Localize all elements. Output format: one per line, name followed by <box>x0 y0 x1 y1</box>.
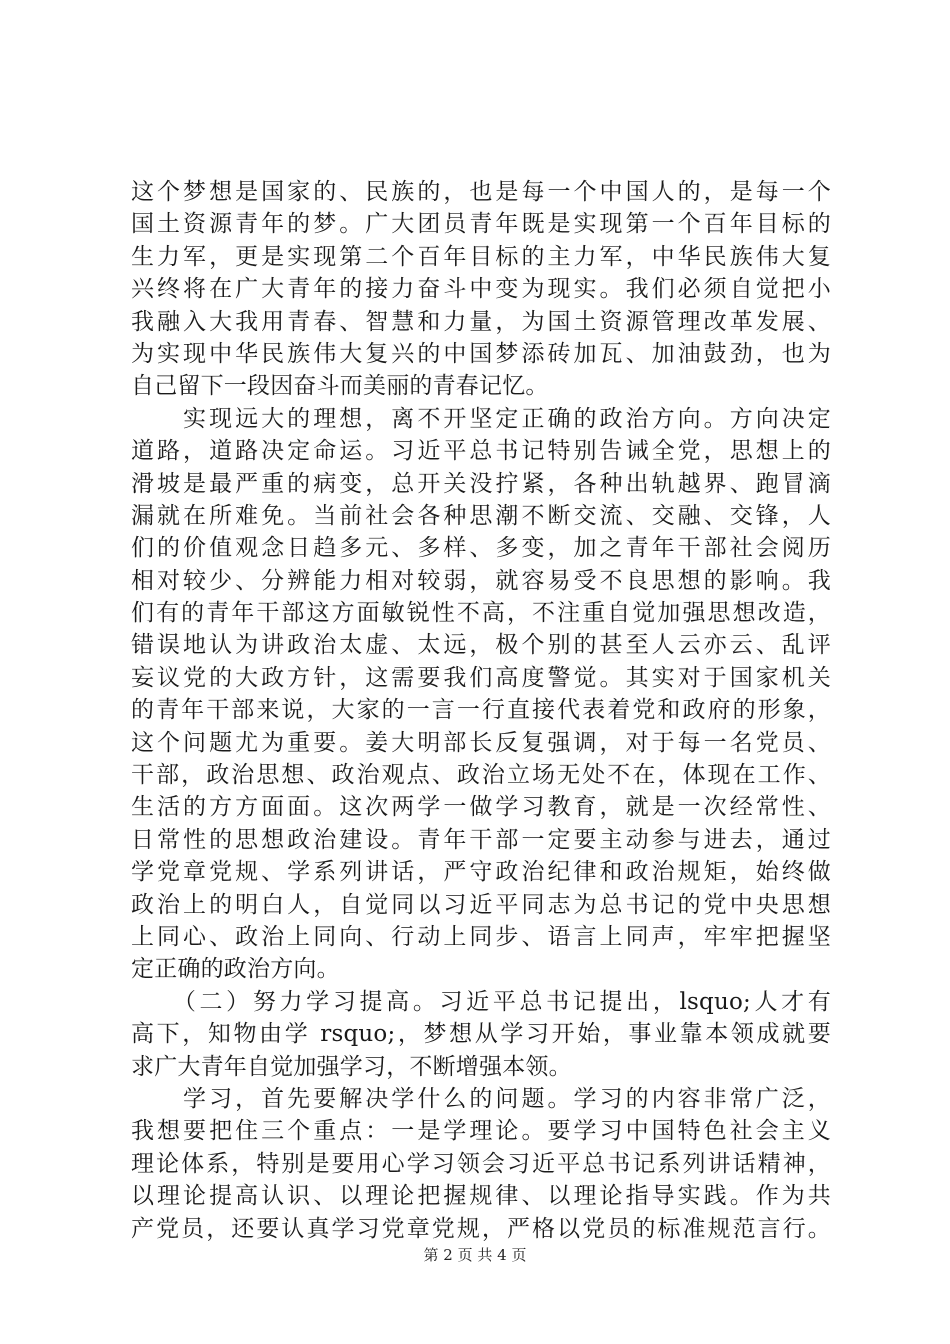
text-line: 国土资源青年的梦。广大团员青年既是实现第一个百年目标的 <box>131 211 831 238</box>
text-line: 产党员，还要认真学习党章党规，严格以党员的标准规范言行。 <box>131 1215 831 1242</box>
text-line: 实现远大的理想，离不开坚定正确的政治方向。方向决定 <box>131 405 831 432</box>
text-line: 生活的方方面面。这次两学一做学习教育，就是一次经常性、 <box>131 794 831 821</box>
text-line: 生力军，更是实现第二个百年目标的主力军，中华民族伟大复 <box>131 243 831 270</box>
text-line: 为实现中华民族伟大复兴的中国梦添砖加瓦、加油鼓劲，也为 <box>131 340 831 367</box>
text-line: 兴终将在广大青年的接力奋斗中变为现实。我们必须自觉把小 <box>131 276 831 303</box>
text-line: 漏就在所难免。当前社会各种思潮不断交流、交融、交锋，人 <box>131 502 831 529</box>
text-line: 学党章党规、学系列讲话，严守政治纪律和政治规矩，始终做 <box>131 859 831 886</box>
text-line: 错误地认为讲政治太虚、太远，极个别的甚至人云亦云、乱评 <box>131 632 831 659</box>
text-line: 妄议党的大政方针，这需要我们高度警觉。其实对于国家机关 <box>131 664 831 691</box>
text-line: 道路，道路决定命运。习近平总书记特别告诫全党，思想上的 <box>131 438 831 465</box>
text-line: 高下，知物由学 rsquo;，梦想从学习开始，事业靠本领成就要 <box>131 1021 831 1048</box>
text-line: 滑坡是最严重的病变，总开关没拧紧，各种出轨越界、跑冒滴 <box>131 470 831 497</box>
text-line: 自己留下一段因奋斗而美丽的青春记忆。 <box>131 373 549 400</box>
document-body <box>131 176 831 1245</box>
text-line: 我融入大我用青春、智慧和力量，为国土资源管理改革发展、 <box>131 308 831 335</box>
text-line: 政治上的明白人，自觉同以习近平同志为总书记的党中央思想 <box>131 891 831 918</box>
text-line: 理论体系，特别是要用心学习领会习近平总书记系列讲话精神， <box>131 1150 831 1177</box>
text-line: 求广大青年自觉加强学习，不断增强本领。 <box>131 1053 572 1080</box>
text-line: 干部，政治思想、政治观点、政治立场无处不在，体现在工作、 <box>131 762 831 789</box>
text-line: 的青年干部来说，大家的一言一行直接代表着党和政府的形象， <box>131 697 831 724</box>
text-line: 以理论提高认识、以理论把握规律、以理论指导实践。作为共 <box>131 1183 831 1210</box>
text-line: （二）努力学习提高。习近平总书记提出，lsquo;人才有 <box>131 988 831 1015</box>
text-line: 们的价值观念日趋多元、多样、多变，加之青年干部社会阅历 <box>131 535 831 562</box>
page-number-footer: 第 2 页 共 4 页 <box>423 1246 527 1264</box>
text-line: 们有的青年干部这方面敏锐性不高，不注重自觉加强思想改造， <box>131 600 831 627</box>
text-line: 日常性的思想政治建设。青年干部一定要主动参与进去，通过 <box>131 826 831 853</box>
text-line: 这个问题尤为重要。姜大明部长反复强调，对于每一名党员、 <box>131 729 831 756</box>
text-line: 定正确的政治方向。 <box>131 956 340 983</box>
text-line: 这个梦想是国家的、民族的，也是每一个中国人的，是每一个 <box>131 179 831 205</box>
text-line: 上同心、政治上同向、行动上同步、语言上同声，牢牢把握坚 <box>131 923 831 950</box>
text-line: 相对较少、分辨能力相对较弱，就容易受不良思想的影响。我 <box>131 567 831 594</box>
text-line: 学习，首先要解决学什么的问题。学习的内容非常广泛， <box>131 1085 831 1112</box>
text-line: 我想要把住三个重点：一是学理论。要学习中国特色社会主义 <box>131 1118 831 1145</box>
